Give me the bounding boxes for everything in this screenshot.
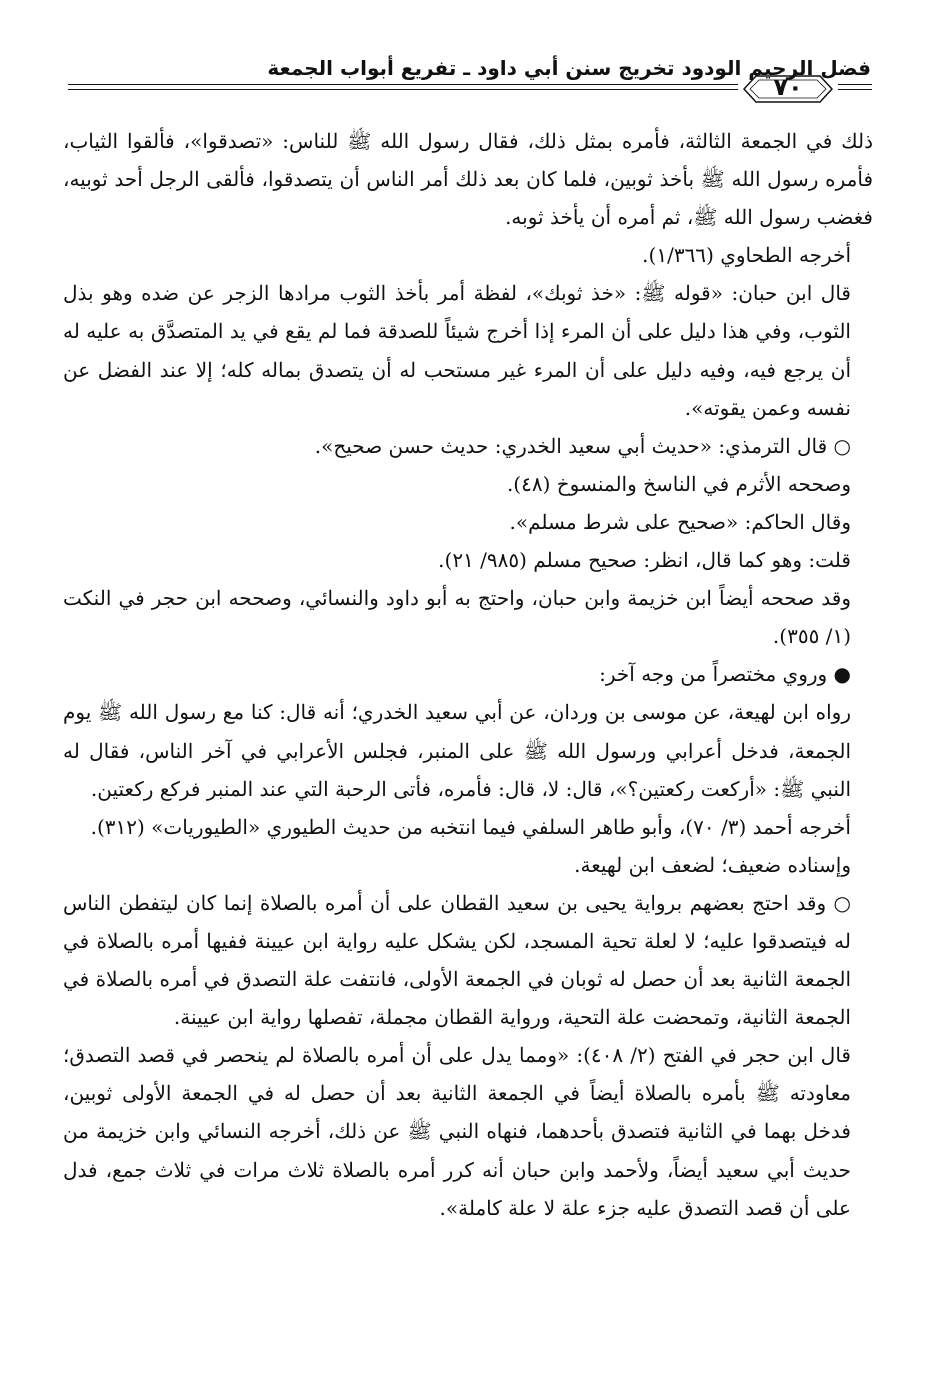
paragraph: رواه ابن لهيعة، عن موسى بن وردان، عن أبي سعيد الخدري؛ أنه قال: كنا مع رسول الله ﷺ يوم الجمعة، فدخل أعرابي ورسول الله ﷺ على المنبر، فجلس الأعرابي في آخر الناس، فقال له النبي ﷺ: «أركعت ركعتين؟»، قال: لا، قال: فأمره، فأتى الرحبة التي عند المنبر فركع ركعتين. (63, 700, 851, 801)
header-rule-right-top (838, 84, 872, 85)
paragraph: وقال الحاكم: «صحيح على شرط مسلم». (509, 509, 851, 534)
header-rule-left-bottom (68, 89, 738, 90)
page-number: ٧٠ (773, 73, 803, 101)
body-text (63, 122, 873, 1227)
paragraph: قلت: وهو كما قال، انظر: صحيح مسلم (٩٨٥/ ٢١). (438, 548, 851, 573)
section-heading: ● وروي مختصراً من وجه آخر: (599, 662, 851, 687)
paragraph: أخرجه أحمد (٣/ ٧٠)، وأبو طاهر السلفي فيما انتخبه من حديث الطيوري «الطيوريات» (٣١٢). (90, 814, 851, 839)
paragraph: ○ وقد احتج بعضهم برواية يحيى بن سعيد القطان على أن أمره بالصلاة إنما كان ليتفطن الناس له فيتصدقوا عليه؛ لا لعلة تحية المسجد، لكن يشكل عليه رواية ابن عيينة ففيها أمره بالصلاة في الجمعة الثانية بعد أن حصل له ثوبان في الجمعة الأولى، فانتفت علة التصدق في أمره بالصلاة في الجمعة الثانية، وتمحضت علة التحية، ورواية القطان مجملة، تفصلها رواية ابن عيينة. (63, 890, 851, 1030)
header-rule-left-top (68, 84, 738, 85)
paragraph: أخرجه الطحاوي (١/٣٦٦). (642, 243, 851, 268)
page-header (0, 0, 937, 110)
paragraph: ○ قال الترمذي: «حديث أبي سعيد الخدري: حديث حسن صحيح». (314, 433, 851, 458)
paragraph: قال ابن حجر في الفتح (٢/ ٤٠٨): «ومما يدل على أن أمره بالصلاة لم ينحصر في قصد التصدق؛ معاودته ﷺ بأمره بالصلاة أيضاً في الجمعة الثانية بعد أن حصل له في الجمعة الأولى ثوبين، فدخل بهما في الثانية فتصدق بأحدهما، فنهاه النبي ﷺ عن ذلك، أخرجه النسائي وابن خزيمة من حديث أبي سعيد أيضاً، ولأحمد وابن حبان أنه كرر أمره بالصلاة ثلاث مرات في ثلاث جمع، فدل على أن قصد التصدق عليه جزء علة لا علة كاملة». (63, 1043, 851, 1220)
paragraph: وصححه الأثرم في الناسخ والمنسوخ (٤٨). (506, 471, 851, 496)
page-number-badge (742, 70, 834, 108)
header-rule-right-bottom (838, 89, 872, 90)
paragraph: وقد صححه أيضاً ابن خزيمة وابن حبان، واحتج به أبو داود والنسائي، وصححه ابن حجر في النكت (١/ ٣٥٥). (63, 586, 851, 649)
paragraph: قال ابن حبان: «قوله ﷺ: «خذ ثوبك»، لفظة أمر بأخذ الثوب مرادها الزجر عن ضده وهو بذل الثوب، وفي هذا دليل على أن المرء إذا أخرج شيئاً للصدقة فما لم يقع في يد المتصدَّق به عليه له أن يرجع فيه، وفيه دليل على أن المرء غير مستحب له أن يتصدق بماله كله؛ إلا عند الفضل عن نفسه وعمن يقوته». (63, 281, 851, 420)
running-title: فضل الرحيم الودود تخريج سنن أبي داود ـ تفريع أبواب الجمعة (267, 56, 871, 80)
paragraph: وإسناده ضعيف؛ لضعف ابن لهيعة. (574, 852, 851, 877)
paragraph: ذلك في الجمعة الثالثة، فأمره بمثل ذلك، فقال رسول الله ﷺ للناس: «تصدقوا»، فألقوا الثياب، فأمره رسول الله ﷺ بأخذ ثوبين، فلما كان بعد ذلك أمر الناس أن يتصدقوا، فألقى الرجل أحد ثوبيه، فغضب رسول الله ﷺ، ثم أمره أن يأخذ ثوبه. (63, 129, 873, 230)
